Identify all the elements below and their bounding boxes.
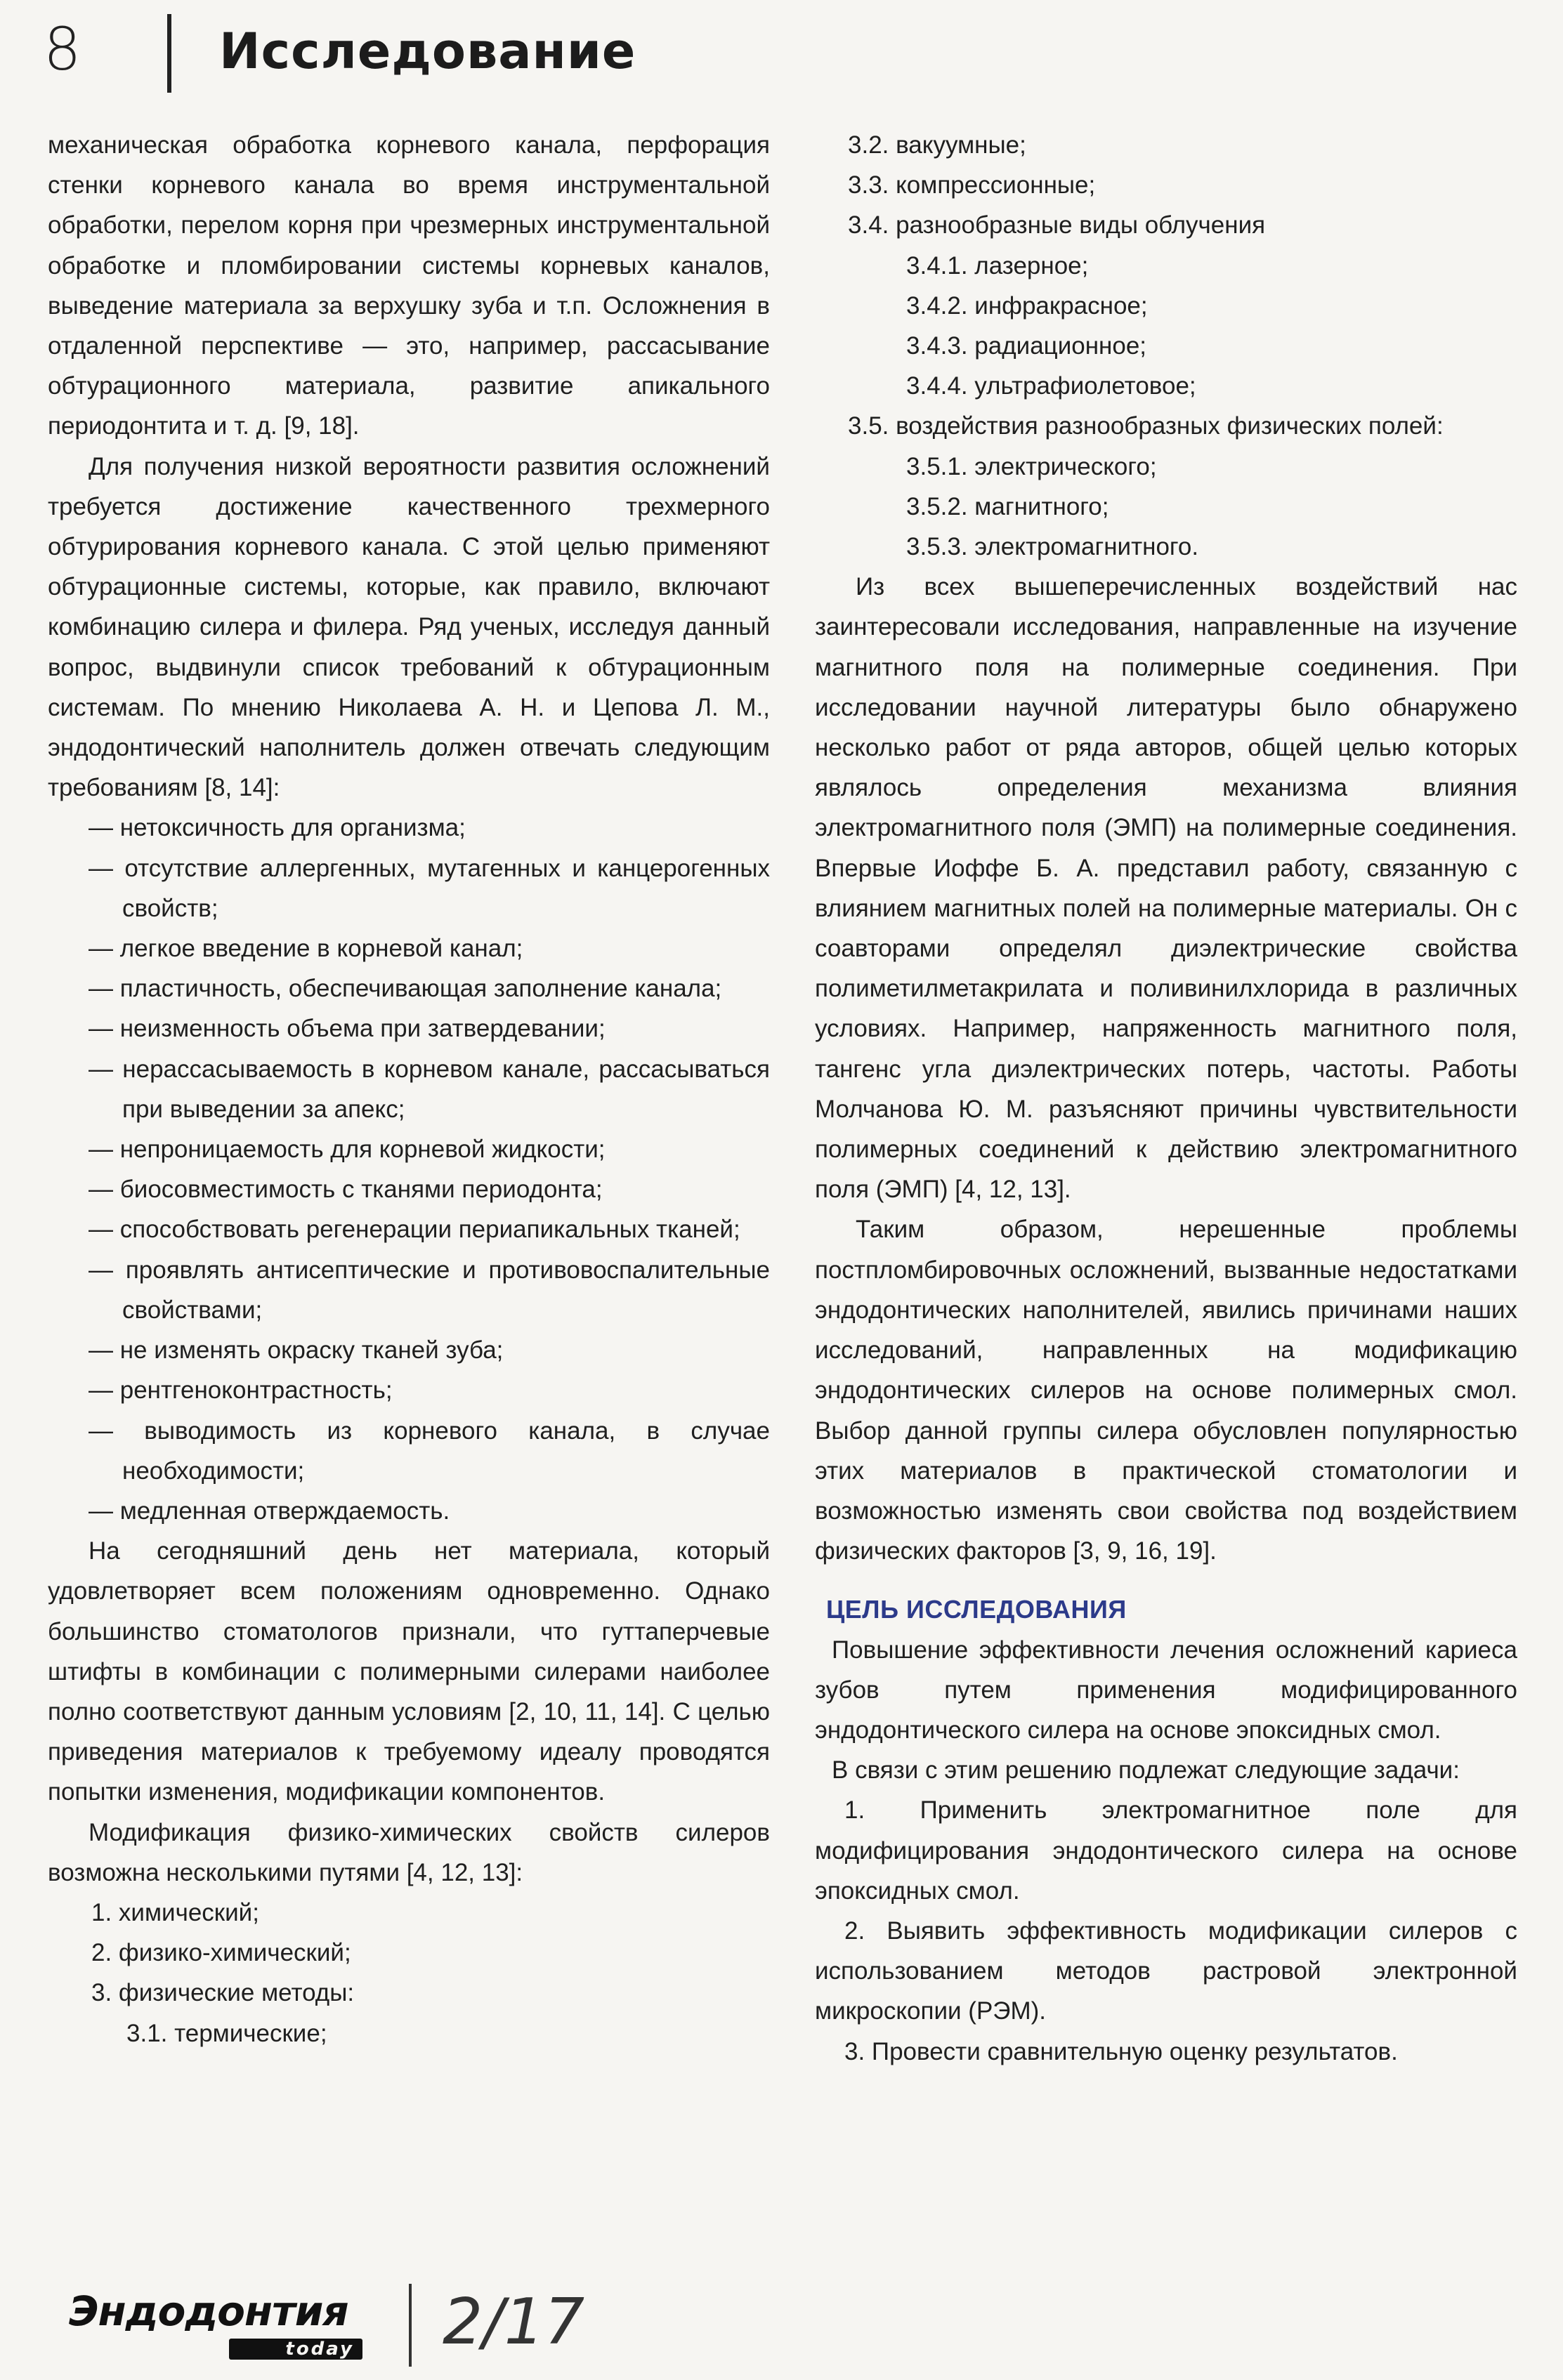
requirement-item: — рентгеноконтрастность;	[89, 1376, 393, 1405]
requirement-item: — медленная отверждаемость.	[89, 1497, 450, 1525]
requirement-item: — пластичность, обеспечивающая заполнение канала;	[89, 975, 722, 1003]
requirement-item: — непроницаемость для корневой жидкости;	[89, 1136, 606, 1164]
requirement-item: — отсутствие аллергенных, мутагенных и канцерогенных свойств;	[89, 854, 770, 922]
requirement-item: — нетоксичность для организма;	[89, 814, 466, 842]
issue-number: 2/17	[443, 2285, 585, 2359]
logo-sub-text: today	[285, 2339, 354, 2360]
header-divider	[167, 14, 171, 93]
paragraph: Таким образом, нерешенные проблемы постпломбировочных осложнений, вызванные недостатками эндодонтических наполнителей, явились причинами наших исследований, направленных на модификацию эндодонтических силеров на основе полимерных смол. Выбор данной группы силера обусловлен популярностью этих материалов в практической стоматологии и возможностью изменять свои свойства под воздействием физических факторов [3, 9, 16, 19].	[815, 1216, 1517, 1565]
paragraph: Для получения низкой вероятности развития осложнений требуется достижение качественного трехмерного обтурирования корневого канала. С этой целью применяют обтурационные системы, которые, как правило, включают комбинацию силера и филера. Ряд ученых, исследуя данный вопрос, выдвинули список требований к обтурационным системам. По мнению Николаева А. Н. и Цепова Л. М., эндодонтический наполнитель должен отвечать следующим требованиям [8, 14]:	[48, 452, 770, 802]
journal-logo	[69, 2287, 371, 2361]
method-subsubitem: 3.5.3. электромагнитного.	[906, 533, 1199, 561]
requirement-item: — не изменять окраску тканей зуба;	[89, 1336, 504, 1365]
requirement-item: — проявлять антисептические и противовоспалительные свойствами;	[89, 1256, 770, 1324]
requirement-item: — способствовать регенерации периапикальных тканей;	[89, 1216, 740, 1244]
paragraph: Из всех вышеперечисленных воздействий нас заинтересовали исследования, направленные на изучение магнитного поля на полимерные соединения. При исследовании научной литературы было обнаружено несколько работ от ряда авторов, общей целью которых являлось определения механизма влияния электромагнитного поля (ЭМП) на полимерные соединения. Впервые Иоффе Б. А. представил работу, связанную с влиянием магнитных полей на полимерные материалы. Он с соавторами определял диэлектрические свойства полиметилметакрилата и поливинилхлорида в различных условиях. Например, напряженность магнитного поля, тангенс угла диэлектрических потерь, частоты. Работы Молчанова Ю. М. разъясняют причины чувствительности полимерных соединений к действию электромагнитного поля (ЭМП) [4, 12, 13].	[815, 573, 1517, 1204]
paragraph: На сегодняшний день нет материала, который удовлетворяет всем положениям одновременно. Однако большинство стоматологов признали, что гуттаперчевые штифты в комбинации с полимерными силерами наиболее полно соответствуют данным условиям [2, 10, 11, 14]. С целью приведения материалов к требуемому идеалу проводятся попытки изменения, модификации компонентов.	[48, 1537, 770, 1806]
method-subsubitem: 3.4.3. радиационное;	[906, 332, 1147, 360]
task-item: 3. Провести сравнительную оценку результатов.	[844, 2037, 1398, 2065]
method-subsubitem: 3.4.4. ультрафиолетовое;	[906, 372, 1196, 400]
requirement-item: — нерассасываемость в корневом канале, рассасываться при выведении за апекс;	[89, 1055, 770, 1123]
paragraph: Повышение эффективности лечения осложнений кариеса зубов путем применения модифицированного эндодонтического силера на основе эпоксидных смол.	[815, 1636, 1517, 1744]
method-subsubitem: 3.4.1. лазерное;	[906, 251, 1089, 280]
footer-divider	[409, 2284, 412, 2367]
method-item: 1. химический;	[91, 1898, 259, 1926]
task-item: 1. Применить электромагнитное поле для модифицирования эндодонтического силера на основе эпоксидных смол.	[815, 1796, 1517, 1905]
method-subitem: 3.1. термические;	[126, 2019, 327, 2047]
right-column	[815, 125, 1517, 2072]
method-subitem: 3.3. компрессионные;	[848, 171, 1096, 199]
paragraph: В связи с этим решению подлежат следующие задачи:	[832, 1756, 1460, 1784]
method-subsubitem: 3.5.1. электрического;	[906, 452, 1157, 480]
method-item: 2. физико-химический;	[91, 1939, 351, 1967]
requirement-item: — неизменность объема при затвердевании;	[89, 1015, 606, 1043]
method-subitem: 3.4. разнообразные виды облучения	[848, 211, 1266, 239]
requirement-item: — биосовместимость с тканями периодонта;	[89, 1176, 603, 1204]
left-column	[48, 125, 770, 2053]
task-item: 2. Выявить эффективность модификации силеров с использованием методов растровой электронной микроскопии (РЭМ).	[815, 1917, 1517, 2025]
paragraph: механическая обработка корневого канала, перфорация стенки корневого канала во время инструментальной обработки, перелом корня при чрезмерных инструментальной обработке и пломбировании системы корневых каналов, выведение материала за верхушку зуба и т.п. Осложнения в отдаленной перспективе — это, например, рассасывание обтурационного материала, развитие апикального периодонтита и т. д. [9, 18].	[48, 131, 770, 440]
method-item: 3. физические методы:	[91, 1979, 355, 2007]
logo-main-text: Эндодонтия	[69, 2287, 348, 2335]
requirement-item: — выводимость из корневого канала, в случае необходимости;	[89, 1416, 770, 1485]
requirement-item: — легкое введение в корневой канал;	[89, 935, 523, 963]
paragraph: Модификация физико-химических свойств силеров возможна несколькими путями [4, 12, 13]:	[48, 1818, 770, 1886]
section-title: Исследование	[219, 22, 636, 80]
page-number: 8	[44, 15, 81, 84]
method-subitem: 3.2. вакуумные;	[848, 131, 1026, 159]
method-subsubitem: 3.4.2. инфракрасное;	[906, 291, 1148, 320]
method-subsubitem: 3.5.2. магнитного;	[906, 492, 1109, 520]
section-heading: ЦЕЛЬ ИССЛЕДОВАНИЯ	[826, 1595, 1127, 1624]
method-subitem: 3.5. воздействия разнообразных физических полей:	[848, 412, 1444, 440]
